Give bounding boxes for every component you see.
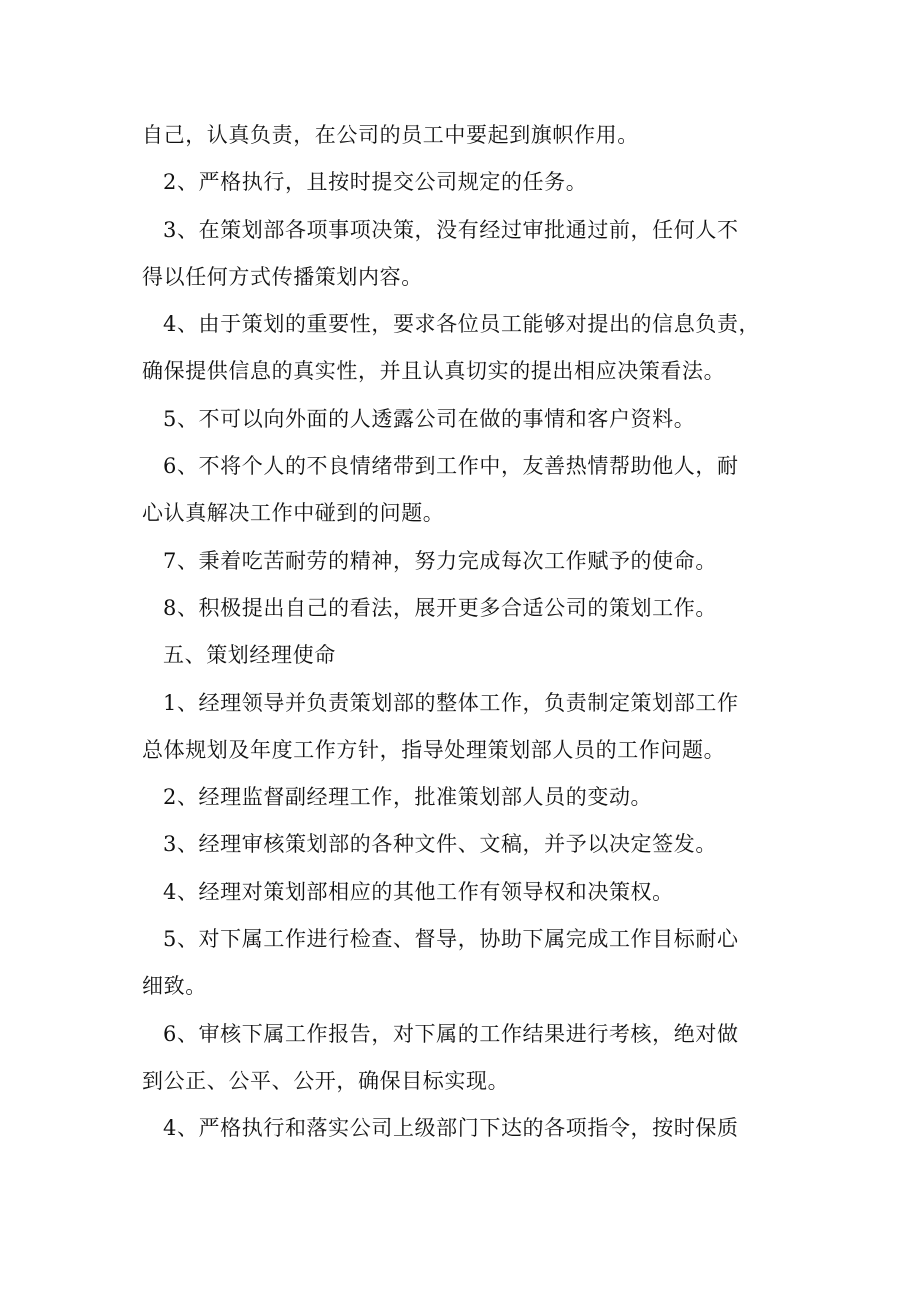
section-heading: 五、策划经理使命 <box>163 643 336 668</box>
text-line: 4、严格执行和落实公司上级部门下达的各项指令，按时保质 <box>163 1116 739 1141</box>
text-line: 3、经理审核策划部的各种文件、文稿，并予以决定签发。 <box>163 832 717 857</box>
text-line: 2、严格执行，且按时提交公司规定的任务。 <box>163 170 588 195</box>
text-line: 4、由于策划的重要性，要求各位员工能够对提出的信息负责， <box>163 312 761 337</box>
text-line: 6、审核下属工作报告，对下属的工作结果进行考核，绝对做 <box>163 1021 739 1046</box>
text-line: 2、经理监督副经理工作，批准策划部人员的变动。 <box>163 785 653 810</box>
text-line: 总体规划及年度工作方针，指导处理策划部人员的工作问题。 <box>142 737 726 762</box>
text-line: 1、经理领导并负责策划部的整体工作，负责制定策划部工作 <box>163 690 739 715</box>
text-line: 细致。 <box>142 974 207 999</box>
document-body <box>142 112 782 1153</box>
text-line: 心认真解决工作中碰到的问题。 <box>142 501 445 526</box>
text-line: 6、不将个人的不良情绪带到工作中，友善热情帮助他人，耐 <box>163 454 739 479</box>
text-line: 5、不可以向外面的人透露公司在做的事情和客户资料。 <box>163 406 696 431</box>
text-line: 8、积极提出自己的看法，展开更多合适公司的策划工作。 <box>163 595 717 620</box>
text-line: 得以任何方式传播策划内容。 <box>142 264 423 289</box>
text-line: 7、秉着吃苦耐劳的精神，努力完成每次工作赋予的使命。 <box>163 548 717 573</box>
text-line: 确保提供信息的真实性，并且认真切实的提出相应决策看法。 <box>142 359 726 384</box>
text-line: 4、经理对策划部相应的其他工作有领导权和决策权。 <box>163 879 674 904</box>
text-line: 自己，认真负责，在公司的员工中要起到旗帜作用。 <box>142 123 639 147</box>
text-line: 5、对下属工作进行检查、督导，协助下属完成工作目标耐心 <box>163 927 739 952</box>
text-line: 3、在策划部各项事项决策，没有经过审批通过前，任何人不 <box>163 217 739 242</box>
text-line: 到公正、公平、公开，确保目标实现。 <box>142 1068 510 1093</box>
